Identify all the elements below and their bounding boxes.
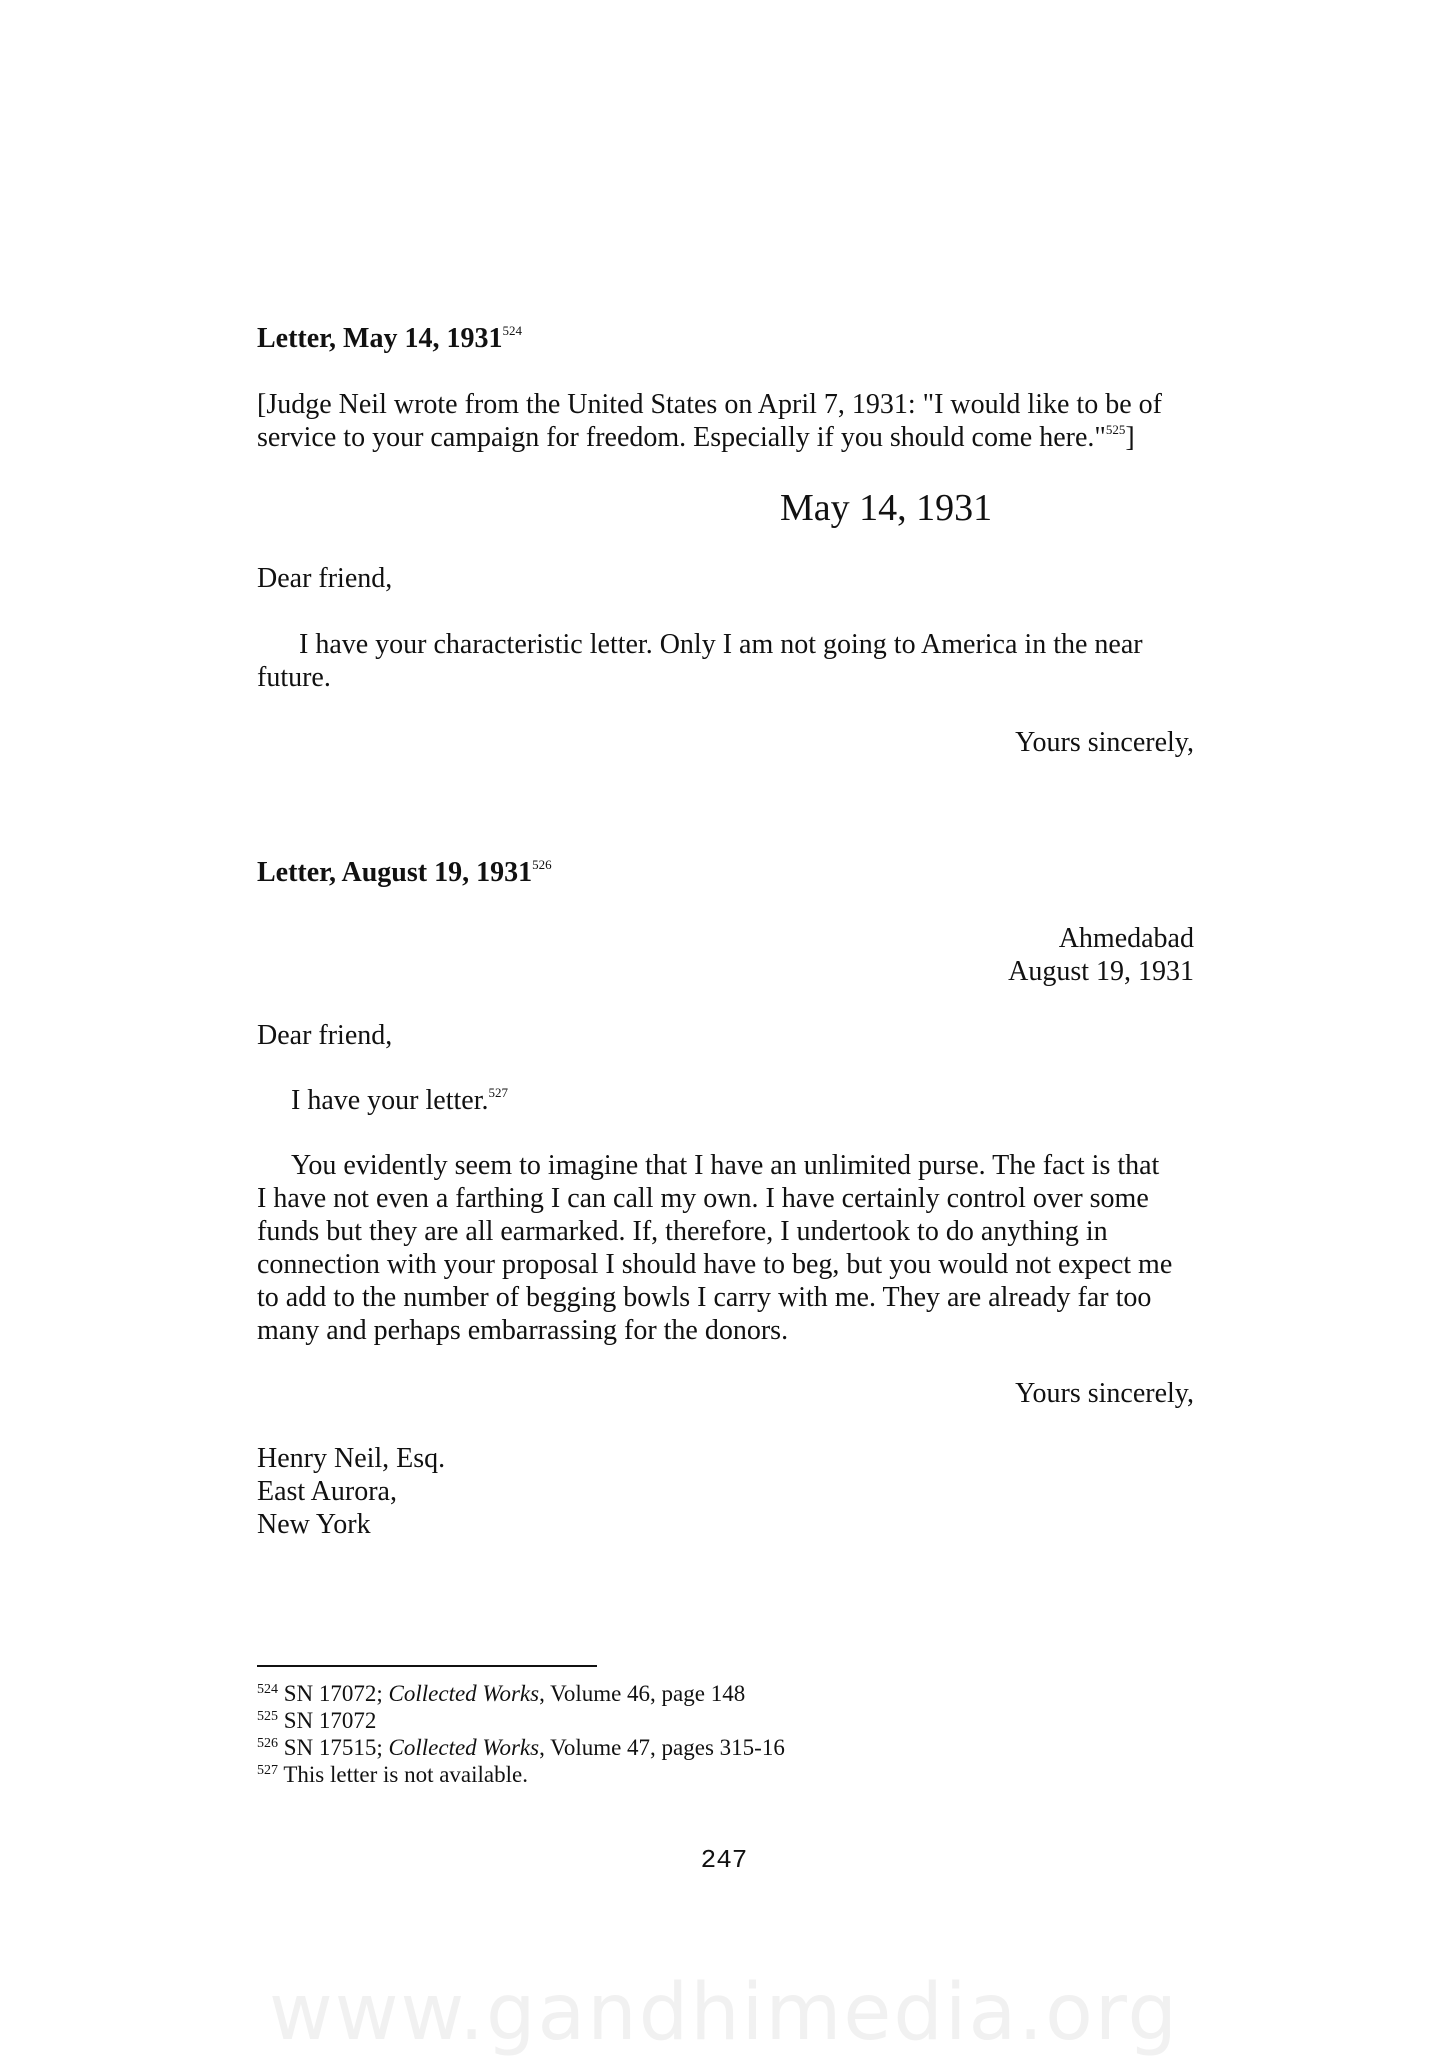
footnotes <box>257 1680 1157 1788</box>
letter2-place: Ahmedabad <box>1058 923 1194 954</box>
para-line: You evidently seem to imagine that I have an unlimited purse. The fact is that <box>291 1150 1160 1181</box>
footnote-527: $^{527}$ This letter is not available. <box>257 1762 528 1787</box>
letter1-intro <box>257 388 1197 454</box>
body-line: future. <box>257 662 331 693</box>
letter2-closing: Yours sincerely, <box>1015 1378 1194 1409</box>
letter2-salutation: Dear friend, <box>257 1020 393 1051</box>
footnote-525: $^{525}$ SN 17072 <box>257 1708 377 1733</box>
address-line: East Aurora, <box>257 1476 397 1507</box>
footnote-524: $^{524}$ SN 17072; Collected Works, Volume 46, page 148 <box>257 1681 746 1706</box>
letter2-place-date <box>1008 922 1194 988</box>
letter2-date: August 19, 1931 <box>1008 956 1194 987</box>
para-line: I have not even a farthing I can call my own. I have certainly control over some <box>257 1183 1149 1214</box>
letter2-heading: Letter, August 19, 1931$^{526}$ <box>257 857 552 888</box>
para-line: many and perhaps embarrassing for the donors. <box>257 1315 789 1346</box>
footnote-ref: 527 <box>488 1085 508 1100</box>
address-line: New York <box>257 1509 371 1540</box>
para-line: connection with your proposal I should have to beg, but you would not expect me <box>257 1249 1173 1280</box>
intro-line: [Judge Neil wrote from the United States on April 7, 1931: "I would like to be of <box>257 389 1162 420</box>
footnote-526: $^{526}$ SN 17515; Collected Works, Volume 47, pages 315-16 <box>257 1735 785 1760</box>
letter2-para1: I have your letter.$^{527}$ <box>291 1085 508 1116</box>
body-line: I have your characteristic letter. Only I am not going to America in the near <box>299 629 1143 660</box>
address-line: Henry Neil, Esq. <box>257 1443 446 1474</box>
letter2-para2 <box>257 1149 1197 1347</box>
letter1-body <box>257 628 1197 694</box>
footnote-ref: 526 <box>532 857 552 872</box>
letter1-heading: Letter, May 14, 1931$^{524}$ <box>257 323 522 354</box>
letter1-salutation: Dear friend, <box>257 563 393 594</box>
para-line: to add to the number of begging bowls I carry with me. They are already far too <box>257 1282 1152 1313</box>
footnote-ref: 525 <box>1105 422 1126 437</box>
footnote-ref: 524 <box>502 323 522 338</box>
letter1-date: May 14, 1931 <box>780 487 993 529</box>
letter1-closing: Yours sincerely, <box>1015 727 1194 758</box>
intro-line: service to your campaign for freedom. Especially if you should come here."$^{525}$] <box>257 422 1135 453</box>
watermark: www.gandhimedia.org <box>268 1968 1180 2058</box>
footnote-divider <box>257 1665 597 1667</box>
page-number: 247 <box>700 1845 748 1875</box>
address-block <box>257 1442 1197 1541</box>
para-line: funds but they are all earmarked. If, therefore, I undertook to do anything in <box>257 1216 1108 1247</box>
